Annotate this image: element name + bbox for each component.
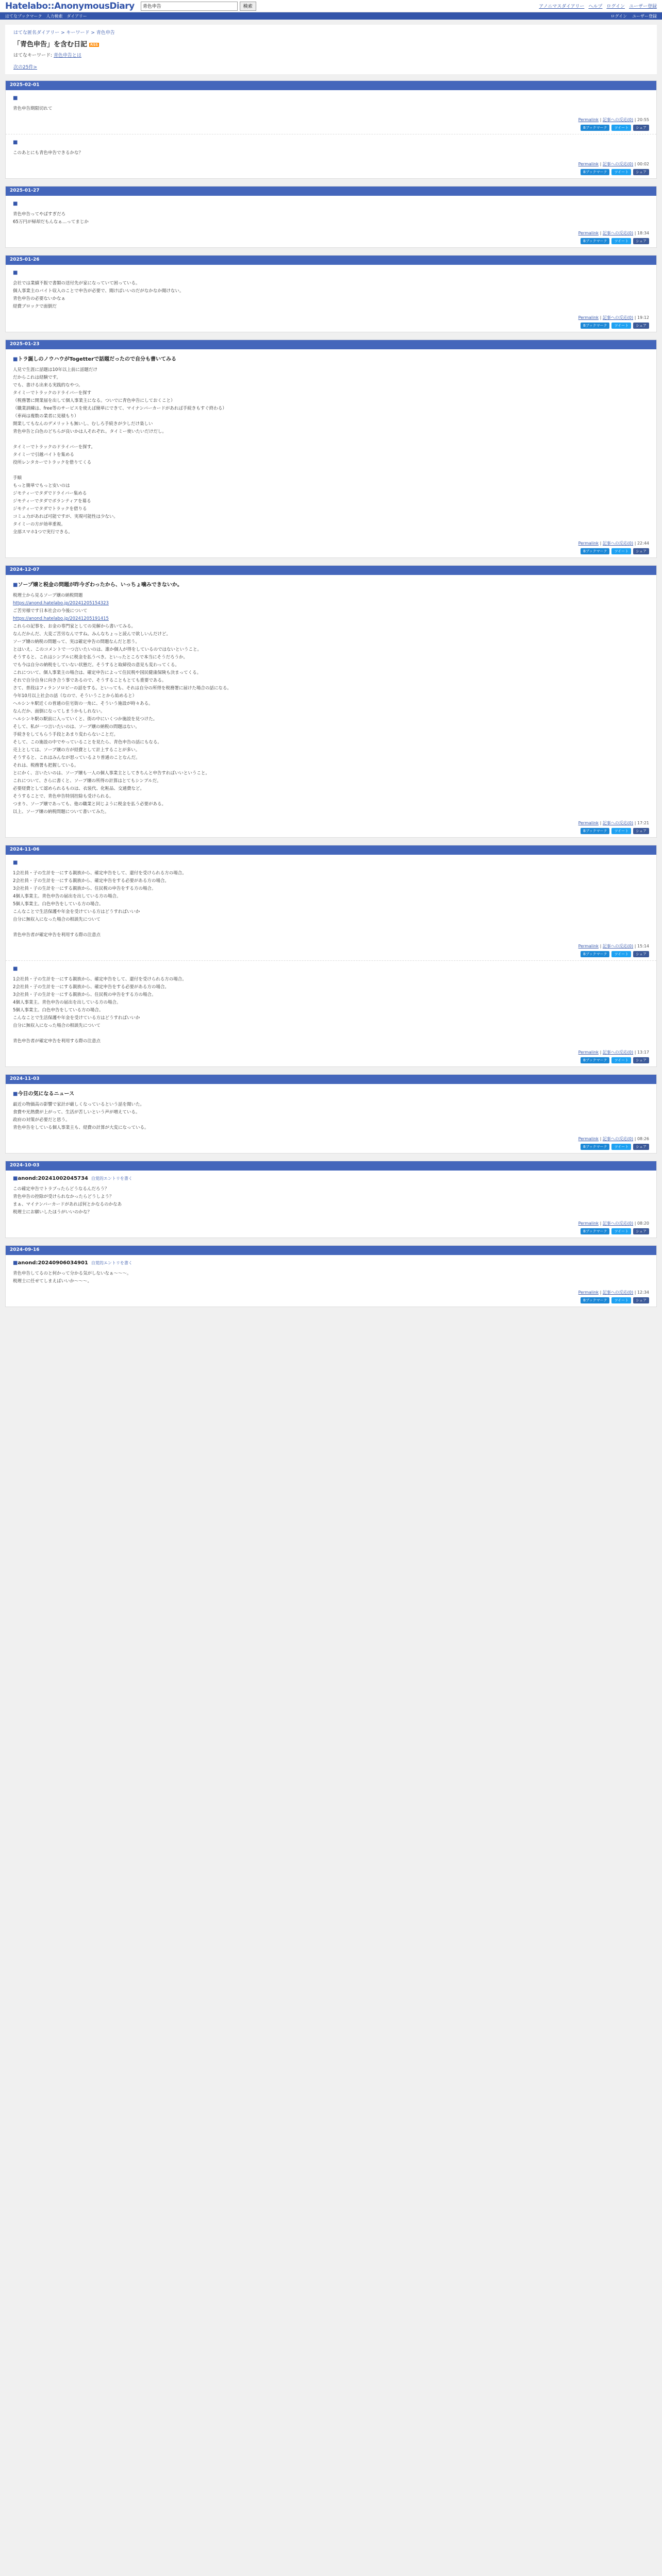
keyword-line: [13, 52, 649, 58]
entry-paragraph: 4個人事業主。青色申告の届出を出している方の場合。: [13, 1000, 121, 1005]
entry-paragraph: 1会社員・子の生計を一にする親族から、確定申告をして、還付を受けられる方の場合。: [13, 977, 187, 982]
entry-paragraph: 政府の対策が必要だと思う。: [13, 1117, 70, 1123]
footer-separator: |: [633, 1050, 637, 1055]
entry-paragraph: 65万円が帰却だもんなぁ…ってまじか: [13, 219, 89, 225]
share-buttons: [13, 828, 649, 834]
hatena-bookmark-button[interactable]: Bブックマーク: [581, 1144, 609, 1150]
reactions-link[interactable]: 記事への反応(0): [602, 1137, 634, 1141]
entry-footer: [13, 943, 649, 949]
page-title-text: 「青色申告」を含む日記: [13, 41, 88, 48]
entry-paragraph: 最近の物価高の影響で家計が厳しくなっているという話を聞いた。: [13, 1102, 145, 1107]
facebook-share-button[interactable]: シェア: [633, 1228, 649, 1234]
entry-title: [13, 354, 649, 362]
permalink[interactable]: Permalink: [578, 231, 599, 235]
entry-paragraph: ジモティーでタダでドライバー集める: [13, 491, 87, 496]
footer-separator: |: [633, 1290, 637, 1295]
entry-paragraph: そして、この施設の中でやっていることを見たら、青色申告の話にもなる。: [13, 740, 162, 745]
entry-section: [6, 575, 656, 837]
entry-title-link[interactable]: 今日の気になるニュース: [18, 1091, 74, 1097]
entry-paragraph: 自分に無収入になった場合の相談先について: [13, 1023, 101, 1028]
footer-separator: |: [599, 1050, 603, 1055]
permalink[interactable]: Permalink: [578, 117, 599, 122]
share-buttons: [13, 1228, 649, 1234]
entry-paragraph: つまり、ソープ嬢であっても、他の職業と同じように税金を払う必要がある。: [13, 802, 166, 807]
entry-title-square-icon: ■: [13, 140, 18, 145]
footer-separator: |: [599, 541, 603, 546]
entry-paragraph: ジモティーでタダでトラックを借りる: [13, 506, 87, 512]
hatena-bookmark-button[interactable]: Bブックマーク: [581, 828, 609, 834]
reactions-link[interactable]: 記事への反応(0): [602, 231, 634, 235]
hatena-bookmark-button[interactable]: Bブックマーク: [581, 1297, 609, 1303]
share-buttons: [13, 548, 649, 554]
header-link-register[interactable]: ユーザー登録: [628, 4, 657, 9]
header-links: [539, 3, 657, 9]
entry-title: [13, 201, 649, 207]
day-list: [5, 80, 657, 1307]
entry-paragraph: 食費や光熱費が上がって、生活が苦しいという声が増えている。: [13, 1110, 140, 1115]
entry-paragraph: 個人事業主のバイト収入のことで申告が必要で、聞けばいいのだがなかなか聞けない。: [13, 289, 184, 294]
tweet-button[interactable]: ツイート: [611, 1297, 631, 1303]
tweet-button[interactable]: ツイート: [611, 323, 631, 329]
day-block: [5, 80, 657, 179]
entry-paragraph: 会社では業績不振で書類の送付先が家になっていて困っている。: [13, 281, 140, 286]
entry-paragraph: もっと簡単でもっと安いのは: [13, 483, 70, 488]
keyword-link[interactable]: 青色申告とは: [53, 53, 81, 58]
entry-paragraph: とはいえ、このコメントで一つ言いたいのは、誰か個人が得をしているのではないということ。: [13, 647, 202, 652]
entry-paragraph: タイミーでトラックのドライバーを探す。: [13, 445, 95, 450]
entry-title-link[interactable]: anond:20241002045734: [18, 1176, 88, 1181]
entry-paragraph: 青色申告者が確定申告を利用する際の注意点: [13, 933, 101, 938]
share-buttons: [13, 951, 649, 957]
reactions-link[interactable]: 記事への反応(0): [602, 1221, 634, 1226]
entry-paragraph: ヘルシンキ駅近くの普通の住宅街の一角に、そういう施設が時々ある。: [13, 701, 153, 706]
entry-paragraph: [13, 467, 649, 474]
entry-paragraph: 5個人事業主。白色申告をしている方の場合。: [13, 1008, 104, 1013]
subnav-register[interactable]: ユーザー登録: [632, 13, 657, 19]
tweet-button[interactable]: ツイート: [611, 169, 631, 175]
day-date[interactable]: 2024-11-06: [6, 845, 656, 855]
entry-paragraph: [13, 1030, 649, 1038]
footer-separator: |: [633, 117, 637, 122]
entry-paragraph: 今年10月以上社会の話（なので、そういうことから始めると）: [13, 693, 137, 699]
header-link-login[interactable]: ログイン: [606, 4, 625, 9]
tweet-button[interactable]: ツイート: [611, 1228, 631, 1234]
permalink[interactable]: Permalink: [578, 1137, 599, 1141]
entry-paragraph: [13, 436, 649, 444]
day-date[interactable]: 2024-10-03: [6, 1161, 656, 1171]
day-date[interactable]: 2025-01-27: [6, 187, 656, 196]
footer-separator: |: [633, 231, 637, 235]
footer-separator: |: [633, 1137, 637, 1141]
hatena-bookmark-button[interactable]: Bブックマーク: [581, 951, 609, 957]
hatena-bookmark-button[interactable]: Bブックマーク: [581, 323, 609, 329]
entry-paragraph: 経費ブロックで面倒だ: [13, 304, 57, 309]
day-date[interactable]: 2024-11-03: [6, 1075, 656, 1084]
entry-title-square-icon: ■: [13, 95, 18, 101]
entry-paragraph: 3会社員・子の生計を一にする親族から、住民税の申告をする方の場合。: [13, 886, 156, 891]
entry-paragraph: タイミーで引越バイトを集める: [13, 452, 74, 457]
permalink[interactable]: Permalink: [578, 1050, 599, 1055]
entry-paragraph: 手続きをしてもらう手段とあまり変わらないことだ。: [13, 732, 119, 737]
entry-title-square-icon: ■: [13, 582, 18, 588]
entry-paragraph: コミュ力があれば可能ですが、実現可能性は少ない。: [13, 514, 118, 519]
entry-tag[interactable]: 自覚的エントリを書く: [91, 1261, 133, 1265]
entry-paragraph: これについて、さらに書くと、ソープ嬢の所得の計算はとてもシンプルだ。: [13, 778, 161, 784]
entry-paragraph: 人見で生涯に話題は10年以上前に話題だけ: [13, 367, 97, 372]
share-buttons: [13, 238, 649, 244]
facebook-share-button[interactable]: シェア: [633, 951, 649, 957]
entry-time: 12:34: [637, 1290, 649, 1295]
entry-footer: [13, 315, 649, 320]
hatena-bookmark-button[interactable]: Bブックマーク: [581, 238, 609, 244]
entry-footer: [13, 1221, 649, 1226]
search-input[interactable]: [141, 2, 238, 11]
hatena-bookmark-button[interactable]: Bブックマーク: [581, 1228, 609, 1234]
permalink[interactable]: Permalink: [578, 162, 599, 166]
entry-paragraph: [13, 924, 649, 931]
entry-paragraph: 2会社員・子の生計を一にする親族から、確定申告をする必要がある方の場合。: [13, 985, 169, 990]
entry-paragraph: 青色申告してるのと何かって分かる気がしないなぁ〜〜〜。: [13, 1271, 131, 1276]
footer-separator: |: [599, 162, 603, 166]
subnav-bookmark[interactable]: はてなブックマーク: [5, 13, 42, 19]
entry-title: [13, 580, 649, 588]
entry-time: 15:14: [637, 944, 649, 948]
entry-paragraph: そうすると、これはシンプルに税金を払うべき。といったところで本当にそうだろうか。: [13, 655, 188, 660]
entry-title-square-icon: ■: [13, 966, 18, 972]
entry-title-link[interactable]: トラ誕しのノウハウがTogetterで話題だったので自分も書いてみる: [18, 357, 177, 362]
permalink[interactable]: Permalink: [578, 541, 599, 546]
main-content: [5, 25, 657, 1307]
breadcrumb: はてな匿名ダイアリー > キーワード > 青色申告: [13, 30, 115, 36]
search-button[interactable]: 検索: [240, 2, 256, 11]
permalink[interactable]: Permalink: [578, 1290, 599, 1295]
entry-time: 22:44: [637, 541, 649, 546]
reactions-link[interactable]: 記事への反応(0): [602, 821, 634, 825]
tweet-button[interactable]: ツイート: [611, 828, 631, 834]
entry-time: 19:12: [637, 315, 649, 320]
entry-paragraph: 青色申告ってやばすぎだろ: [13, 212, 66, 217]
entry-paragraph: 2会社員・子の生計を一にする親族から、確定申告をする必要がある方の場合。: [13, 878, 169, 884]
entry-paragraph: 青色申告の必要ないかなぁ: [13, 296, 66, 301]
hatena-bookmark-button[interactable]: Bブックマーク: [581, 169, 609, 175]
footer-separator: |: [599, 1221, 603, 1226]
entry-paragraph: 青色申告と白色のどちらが良いかは人それぞれ。タイミー使いたいだけだし。: [13, 429, 167, 434]
page-header-box: [5, 25, 657, 74]
entry-time: 00:02: [637, 162, 649, 166]
entry-paragraph: そうすることで、青色申告特別控除も受けられる。: [13, 794, 114, 799]
entry-paragraph: 青色申告期限切れて: [13, 106, 53, 111]
facebook-share-button[interactable]: シェア: [633, 1144, 649, 1150]
entry-footer: [13, 117, 649, 123]
breadcrumb-current[interactable]: 青色申告: [96, 30, 115, 36]
facebook-share-button[interactable]: シェア: [633, 828, 649, 834]
entry-paragraph: 開業してもなんのデメリットも無いし、むしろ手続きが少しだけ楽しい: [13, 421, 153, 427]
footer-separator: |: [599, 1290, 603, 1295]
entry-title-link[interactable]: anond:20240906034901: [18, 1260, 88, 1266]
share-buttons: [13, 323, 649, 329]
entry-title-link[interactable]: ソープ嬢と税金の問題が昨今ざわったから、いっちょ噛みできないか。: [18, 582, 183, 588]
entry-paragraph: 手順: [13, 476, 22, 481]
entry-title: [13, 140, 649, 145]
entry-paragraph: 青色申告の控除が受けられなかったらどうしよう？: [13, 1194, 114, 1199]
breadcrumb-home[interactable]: はてな匿名ダイアリー: [13, 30, 60, 36]
breadcrumb-keyword[interactable]: キーワード: [66, 30, 90, 36]
entry-paragraph: とにかく、言いたいのは、ソープ嬢も一人の個人事業主としてきちんと申告すればいいということ。: [13, 771, 210, 776]
entry-title-square-icon: ■: [13, 270, 18, 276]
entry-paragraph: ジモティーでタダでボランティアを募る: [13, 499, 91, 504]
day-block: [5, 340, 657, 558]
reactions-link[interactable]: 記事への反応(0): [602, 315, 634, 320]
entry-paragraph: 青色申告をしている個人事業主も、経費の計算が大変になっている。: [13, 1125, 149, 1130]
header-link-help[interactable]: ヘルプ: [588, 4, 603, 9]
facebook-share-button[interactable]: シェア: [633, 323, 649, 329]
entry-paragraph: 4個人事業主。青色申告の届出を出している方の場合。: [13, 894, 121, 899]
entry-title: [13, 966, 649, 972]
entry-section: [6, 90, 656, 134]
entry-paragraph: 売上としては、ソープ嬢の方が経費として計上することが多い。: [13, 748, 140, 753]
reactions-link[interactable]: 記事への反応(0): [602, 944, 634, 948]
entry-footer: [13, 1290, 649, 1295]
entry-title: [13, 1176, 649, 1181]
footer-separator: |: [599, 231, 603, 235]
entry-tag[interactable]: 自覚的エントリを書く: [91, 1176, 133, 1181]
footer-separator: |: [599, 821, 603, 825]
share-buttons: [13, 125, 649, 131]
entry-title: [13, 1260, 649, 1266]
entry-title: [13, 95, 649, 101]
entry-section: [6, 1171, 656, 1238]
entry-footer: [13, 820, 649, 826]
entry-paragraph: ご苦労様です日本社会の今後について: [13, 608, 88, 614]
entry-footer: [13, 230, 649, 236]
day-block: [5, 186, 657, 248]
entry-title: [13, 860, 649, 866]
footer-separator: |: [633, 315, 637, 320]
entry-paragraph: （職業訓練は、free等のサービスを使えば簡単にできて、マイナンバーカードがあれば手続きもすぐ終わる）: [13, 406, 227, 411]
entry-link[interactable]: https://anond.hatelabo.jp/20241205154323: [13, 601, 109, 606]
entry-footer: [13, 1136, 649, 1142]
footer-separator: |: [599, 944, 603, 948]
entry-title-square-icon: ■: [13, 1260, 18, 1266]
tweet-button[interactable]: ツイート: [611, 1057, 631, 1063]
subnav-login[interactable]: ログイン: [610, 13, 627, 19]
entry-section: [6, 265, 656, 332]
footer-separator: |: [633, 944, 637, 948]
entry-paragraph: こんなことで生活保護や年金を受けている方はどうすればいいか: [13, 1015, 140, 1021]
facebook-share-button[interactable]: シェア: [633, 1297, 649, 1303]
tweet-button[interactable]: ツイート: [611, 951, 631, 957]
entry-title-square-icon: ■: [13, 860, 18, 866]
facebook-share-button[interactable]: シェア: [633, 238, 649, 244]
subnav: [0, 12, 662, 20]
entry-section: [6, 349, 656, 557]
entry-paragraph: ヘルシンキ駅の駅前に入っていくと、街の中にいくつか施設を見つけた。: [13, 717, 158, 722]
header-link-diary[interactable]: アノニマスダイアリー: [539, 4, 585, 9]
page-title: [13, 39, 649, 48]
entry-paragraph: そうすると、これはみんなが思っているより普通のことなんだ。: [13, 755, 140, 760]
site-logo[interactable]: Hatelabo::AnonymousDiary: [5, 1, 135, 11]
facebook-share-button[interactable]: シェア: [633, 548, 649, 554]
day-date[interactable]: 2025-01-23: [6, 340, 656, 349]
entry-paragraph: この確定申告でトラブったらどうなるんだろう？: [13, 1187, 109, 1192]
top-header: [0, 0, 662, 12]
day-date[interactable]: 2024-12-07: [6, 566, 656, 575]
day-date[interactable]: 2024-09-16: [6, 1246, 656, 1255]
tweet-button[interactable]: ツイート: [611, 548, 631, 554]
entry-section: [6, 855, 656, 961]
entry-section: [6, 1255, 656, 1307]
hatena-bookmark-button[interactable]: Bブックマーク: [581, 548, 609, 554]
entry-time: 18:34: [637, 231, 649, 235]
entry-paragraph: まぁ、マイナンバーカードがあれば何とかなるのかなあ: [13, 1202, 122, 1207]
day-date[interactable]: 2025-01-26: [6, 256, 656, 265]
rss-badge[interactable]: RSS: [90, 42, 98, 47]
entry-paragraph: でも今は自分の納税をしていない状態だ。そうすると取締役の意見も変わってくる。: [13, 663, 179, 668]
entry-paragraph: 役所レンタカーでトラックを借りてくる: [13, 460, 92, 465]
day-block: [5, 1074, 657, 1154]
entry-paragraph: 3会社員・子の生計を一にする親族から、住民税の申告をする方の場合。: [13, 992, 156, 997]
entry-paragraph: なんだかんだ、大変ご苦労なんですね。みんなちょっと読んで欲しいんだけど。: [13, 632, 171, 637]
permalink[interactable]: Permalink: [578, 1221, 599, 1226]
share-buttons: [13, 1144, 649, 1150]
facebook-share-button[interactable]: シェア: [633, 125, 649, 131]
keyword-prefix: はてなキーワード:: [13, 53, 54, 58]
entry-section: [6, 1084, 656, 1153]
entry-paragraph: 自分に無収入になった場合の相談先について: [13, 917, 101, 922]
footer-separator: |: [633, 162, 637, 166]
footer-separator: |: [633, 821, 637, 825]
reactions-link[interactable]: 記事への反応(0): [602, 541, 634, 546]
reactions-link[interactable]: 記事への反応(0): [602, 117, 634, 122]
entry-paragraph: なんだか、面倒になってしまうかもしれない。: [13, 709, 105, 714]
permalink[interactable]: Permalink: [578, 315, 599, 320]
entry-paragraph: 全部スマホ1つで実行できる。: [13, 530, 73, 535]
entry-paragraph: （車両は複数の業者に見積もり）: [13, 414, 79, 419]
entry-paragraph: それで自分自身に向き合う事であるので、そうすることもとても重要である。: [13, 678, 167, 683]
entry-link[interactable]: https://anond.hatelabo.jp/20241205191415: [13, 616, 109, 621]
entry-time: 20:55: [637, 117, 649, 122]
footer-separator: |: [633, 541, 637, 546]
entry-paragraph: 税理士から見るソープ嬢の納税問題: [13, 593, 83, 598]
entry-time: 13:17: [637, 1050, 649, 1055]
entry-paragraph: だからこれは経験です。: [13, 375, 61, 380]
entry-paragraph: （税務署に開業届を出して個人事業主になる。ついでに青色申告にしておくこと）: [13, 398, 175, 403]
entry-title: [13, 270, 649, 276]
entry-title: [13, 1089, 649, 1097]
entry-paragraph: 税理士にお願いしたほうがいいのかな？: [13, 1210, 92, 1215]
reactions-link[interactable]: 記事への反応(0): [602, 162, 634, 166]
footer-separator: |: [633, 1221, 637, 1226]
entry-paragraph: 青色申告者が確定申告を利用する際の注意点: [13, 1039, 101, 1044]
share-buttons: [13, 1057, 649, 1063]
hatena-bookmark-button[interactable]: Bブックマーク: [581, 125, 609, 131]
tweet-button[interactable]: ツイート: [611, 1144, 631, 1150]
day-block: [5, 565, 657, 838]
entry-paragraph: ソープ嬢の納税の問題って、実は確定申告の問題なんだと思う。: [13, 639, 140, 645]
entry-paragraph: さて、普段はフィランソロピーの話をする。といっても、それは自分の所得を税務署に届けた場合の話になる。: [13, 686, 231, 691]
permalink[interactable]: Permalink: [578, 944, 599, 948]
day-date[interactable]: 2025-02-01: [6, 81, 656, 90]
day-block: [5, 845, 657, 1067]
entry-footer: [13, 1049, 649, 1055]
entry-time: 17:21: [637, 821, 649, 825]
share-buttons: [13, 169, 649, 175]
day-block: [5, 1245, 657, 1307]
entry-title-square-icon: ■: [13, 1091, 18, 1097]
entry-paragraph: こんなことで生活保護や年金を受けている方はどうすればいいか: [13, 909, 140, 914]
entry-paragraph: これらの記事を、お金の専門家としての見解から書いてみる。: [13, 624, 136, 629]
tweet-button[interactable]: ツイート: [611, 125, 631, 131]
day-block: [5, 255, 657, 332]
tweet-button[interactable]: ツイート: [611, 238, 631, 244]
entry-section: [6, 134, 656, 178]
facebook-share-button[interactable]: シェア: [633, 1057, 649, 1063]
entry-section: [6, 196, 656, 247]
entry-footer: [13, 161, 649, 167]
entry-paragraph: 以上、ソープ嬢の納税問題について書いてみた。: [13, 809, 109, 815]
permalink[interactable]: Permalink: [578, 821, 599, 825]
entry-title-square-icon: ■: [13, 357, 18, 362]
entry-section: [6, 961, 656, 1066]
subnav-diary[interactable]: ダイアリー: [67, 13, 87, 19]
entry-paragraph: 5個人事業主。白色申告をしている方の場合。: [13, 902, 104, 907]
entry-paragraph: それは、税務署も把握している。: [13, 763, 79, 768]
entry-paragraph: 1会社員・子の生計を一にする親族から、確定申告をして、還付を受けられる方の場合。: [13, 871, 187, 876]
entry-footer: [13, 540, 649, 546]
entry-paragraph: タイミーの方が効率重視。: [13, 522, 65, 527]
entry-paragraph: でも、書ける出来る実践的なやつ。: [13, 383, 83, 388]
facebook-share-button[interactable]: シェア: [633, 169, 649, 175]
footer-separator: |: [599, 1137, 603, 1141]
day-block: [5, 1161, 657, 1238]
entry-paragraph: これについて、個人事業主の場合は、確定申告によって住民税や国民健康保険も決まってくる。: [13, 670, 202, 675]
footer-separator: |: [599, 117, 603, 122]
share-buttons: [13, 1297, 649, 1303]
entry-time: 08:20: [637, 1221, 649, 1226]
entry-title-square-icon: ■: [13, 201, 18, 207]
entry-paragraph: このあとにも青色申告できるかな？: [13, 150, 84, 156]
next-page-link[interactable]: 次の25件>: [13, 65, 37, 70]
hatena-bookmark-button[interactable]: Bブックマーク: [581, 1057, 609, 1063]
subnav-search[interactable]: 人力検索: [46, 13, 63, 19]
entry-paragraph: タイミーでトラックのドライバーを探す: [13, 391, 92, 396]
entry-paragraph: そして、私が一つ言いたいのは、ソープ嬢の納税の問題はない。: [13, 724, 140, 730]
reactions-link[interactable]: 記事への反応(0): [602, 1290, 634, 1295]
entry-paragraph: 税理士に任せてしまえばいいか〜〜〜。: [13, 1279, 92, 1284]
entry-time: 08:26: [637, 1137, 649, 1141]
reactions-link[interactable]: 記事への反応(0): [602, 1050, 634, 1055]
entry-paragraph: 必要経費として認められるものは、衣装代、化粧品、交通費など。: [13, 786, 145, 791]
entry-title-square-icon: ■: [13, 1176, 18, 1181]
footer-separator: |: [599, 315, 603, 320]
